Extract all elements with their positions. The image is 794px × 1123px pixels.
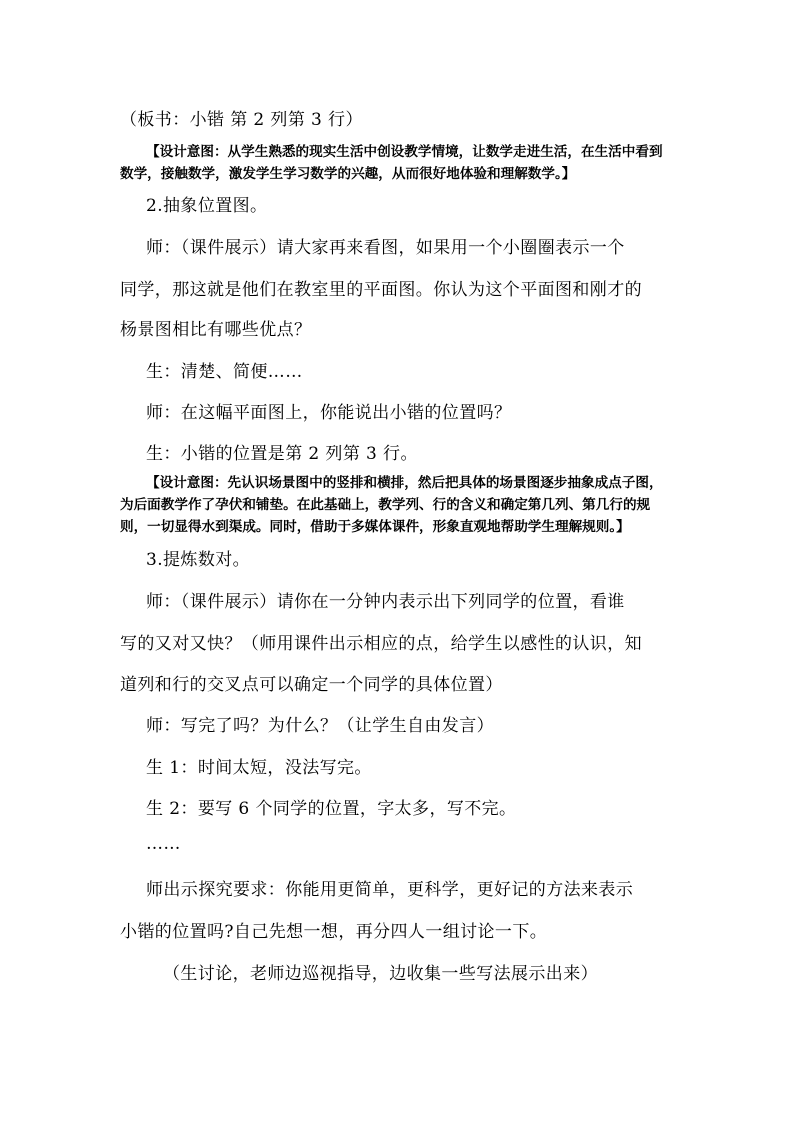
paragraph-teacher-5-line-1: 师出示探究要求：你能用更简单，更科学，更好记的方法来表示: [146, 880, 634, 900]
discussion-note: （生讨论，老师边巡视指导，边收集一些写法展示出来）: [163, 964, 598, 984]
student-answer-1: 生：清楚、简便……: [146, 362, 303, 382]
teacher-question-2: 师：在这幅平面图上，你能说出小锴的位置吗？: [146, 403, 512, 423]
teacher-question-4: 师：写完了吗？为什么？（让学生自由发言）: [146, 716, 494, 736]
paragraph-teacher-1-line-1: 师：（课件展示）请大家再来看图，如果用一个小圈圈表示一个: [146, 238, 625, 258]
paragraph-teacher-5-line-2: 小锴的位置吗?自己先想一想，再分四人一组讨论一下。: [120, 922, 548, 942]
paragraph-teacher-3-line-2: 写的又对又快？（师用课件出示相应的点，给学生以感性的认识，知: [120, 634, 642, 654]
paragraph-teacher-1-line-3: 杨景图相比有哪些优点？: [120, 320, 312, 340]
design-intent-2-line-2: 为后面教学作了孕伏和铺垫。在此基础上，教学列、行的含义和确定第几列、第几行的规: [120, 497, 651, 513]
student-2-answer: 生 2：要写 6 个同学的位置，字太多，写不完。: [146, 799, 517, 819]
design-intent-1-line-2: 数学，接触数学，激发学生学习数学的兴趣，从而很好地体验和理解数学。】: [120, 166, 576, 182]
blackboard-note: （板书：小锴 第 2 列第 3 行）: [120, 110, 363, 130]
paragraph-teacher-1-line-2: 同学，那这就是他们在教室里的平面图。你认为这个平面图和刚才的: [120, 280, 642, 300]
paragraph-teacher-3-line-1: 师：（课件展示）请你在一分钟内表示出下列同学的位置，看谁: [146, 592, 625, 612]
section-heading-2: 2.抽象位置图。: [146, 196, 268, 216]
design-intent-2-line-1: 【设计意图：先认识场景图中的竖排和横排，然后把具体的场景图逐步抽象成点子图，: [146, 475, 663, 491]
ellipsis: ……: [146, 834, 181, 854]
student-1-answer: 生 1：时间太短，没法写完。: [146, 758, 372, 778]
student-answer-2: 生：小锴的位置是第 2 列第 3 行。: [146, 444, 418, 464]
design-intent-2-line-3: 则，一切显得水到渠成。同时，借助于多媒体课件，形象直观地帮助学生理解规则。】: [120, 519, 630, 535]
section-heading-3: 3.提炼数对。: [146, 550, 251, 570]
design-intent-1-line-1: 【设计意图：从学生熟悉的现实生活中创设教学情境，让数学走进生活，在生活中看到: [146, 144, 663, 160]
paragraph-teacher-3-line-3: 道列和行的交叉点可以确定一个同学的具体位置）: [120, 675, 503, 695]
